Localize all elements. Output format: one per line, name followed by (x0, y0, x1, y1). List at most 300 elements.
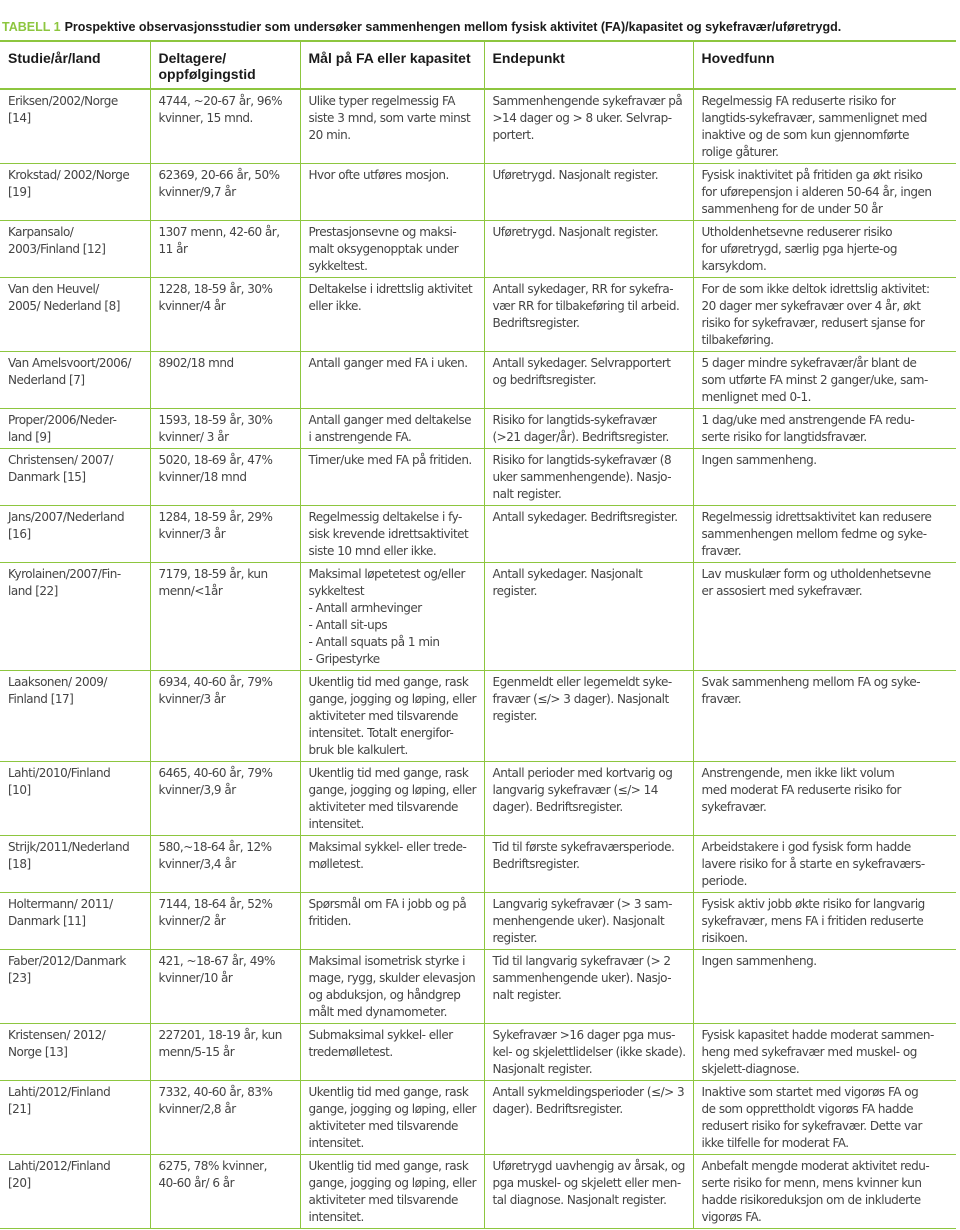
cell-line: Ukentlig tid med gange, rask (308, 1159, 469, 1173)
cell-line: Ukentlig tid med gange, rask (308, 675, 469, 689)
cell-participants (150, 1155, 300, 1229)
cell-line: sisk krevende idrettsaktivitet (308, 527, 469, 541)
cell-line: land [9] (8, 430, 51, 444)
cell-line: pga muskel- og skjelett eller men- (492, 1176, 681, 1190)
cell-measure (300, 950, 484, 1024)
cell-measure (300, 164, 484, 221)
cell-line: for uføretrygd, særlig pga hjerte-og (701, 242, 897, 256)
cell-endpoint (484, 278, 693, 352)
cell-line: Finland [17] (8, 692, 74, 706)
cell-endpoint (484, 89, 693, 164)
cell-line: Regelmessig deltakelse i fy- (308, 510, 462, 524)
cell-line: Submaksimal sykkel- eller (308, 1028, 453, 1042)
cell-line: aktiviteter med tilsvarende (308, 1119, 458, 1133)
cell-line: heng med sykefravær med muskel- og (701, 1045, 917, 1059)
cell-study (0, 1155, 150, 1229)
cell-line: >14 dager og > 8 uker. Selvrap- (492, 111, 672, 125)
cell-line: Hovedfunn (701, 50, 775, 66)
cell-study (0, 89, 150, 164)
cell-line: og abduksjon, og håndgrep (308, 988, 461, 1002)
cell-line: 6275, 78% kvinner, (158, 1159, 267, 1173)
cell-line: Inaktive som startet med vigorøs FA og (701, 1085, 919, 1099)
table-row (0, 950, 956, 1024)
cell-participants (150, 278, 300, 352)
cell-line: Van den Heuvel/ (8, 282, 99, 296)
cell-line: sammenheng for de under 50 år (701, 202, 883, 216)
cell-line: Faber/2012/Danmark (8, 954, 126, 968)
cell-line: Ukentlig tid med gange, rask (308, 766, 469, 780)
cell-line: Krokstad/ 2002/Norge (8, 168, 130, 182)
table-row (0, 836, 956, 893)
column-header-study (0, 41, 150, 89)
cell-line: Danmark [15] (8, 470, 86, 484)
table-row (0, 221, 956, 278)
cell-line: Nasjonalt register. (492, 1062, 593, 1076)
cell-finding (693, 671, 956, 762)
cell-line: karsykdom. (701, 259, 767, 273)
table-row (0, 449, 956, 506)
cell-line: 6934, 40-60 år, 79% (158, 675, 273, 689)
cell-line: tredemølletest. (308, 1045, 393, 1059)
cell-line: 2003/Finland [12] (8, 242, 106, 256)
cell-participants (150, 221, 300, 278)
cell-study (0, 563, 150, 671)
cell-endpoint (484, 352, 693, 409)
cell-line: menn/5-15 år (158, 1045, 235, 1059)
cell-line: ikke tilfelle for moderat FA. (701, 1136, 849, 1150)
cell-line: intensitet. (308, 1210, 364, 1224)
cell-participants (150, 352, 300, 409)
cell-line: Antall ganger med FA i uken. (308, 356, 468, 370)
cell-line: register. (492, 584, 537, 598)
cell-line: for uførepensjon i alderen 50-64 år, ingen (701, 185, 932, 199)
cell-measure (300, 1081, 484, 1155)
cell-line: - Antall sit-ups (308, 618, 388, 632)
cell-line: gange, jogging og løping, eller (308, 1102, 477, 1116)
cell-line: mølletest. (308, 857, 364, 871)
cell-line: [23] (8, 971, 31, 985)
cell-line: Regelmessig idrettsaktivitet kan redusere (701, 510, 932, 524)
cell-line: Mål på FA eller kapasitet (308, 50, 471, 66)
cell-line: siste 3 mnd, som varte minst (308, 111, 471, 125)
cell-line: portert. (492, 128, 534, 142)
table-row (0, 1081, 956, 1155)
cell-line: [19] (8, 185, 31, 199)
cell-line: Prestasjonsevne og maksi- (308, 225, 457, 239)
cell-study (0, 409, 150, 449)
cell-line: menhengende uker). Nasjonalt (492, 914, 665, 928)
cell-line: serte risiko for langtidsfravær. (701, 430, 867, 444)
cell-line: 421, ~18-67 år, 49% (158, 954, 275, 968)
cell-finding (693, 836, 956, 893)
cell-measure (300, 352, 484, 409)
cell-line: periode. (701, 874, 747, 888)
cell-participants (150, 89, 300, 164)
table-row (0, 563, 956, 671)
cell-study (0, 1081, 150, 1155)
cell-line: med moderat FA reduserte risiko for (701, 783, 901, 797)
cell-line: aktiviteter med tilsvarende (308, 709, 458, 723)
cell-line: intensitet. Totalt energifor- (308, 726, 454, 740)
cell-line: målt med dynamometer. (308, 1005, 447, 1019)
cell-line: Lahti/2012/Finland (8, 1085, 111, 1099)
cell-line: nalt register. (492, 988, 562, 1002)
cell-line: dager). Bedriftsregister. (492, 800, 623, 814)
cell-line: 5020, 18-69 år, 47% (158, 453, 273, 467)
table-body (0, 89, 956, 1229)
cell-line: Van Amelsvoort/2006/ (8, 356, 131, 370)
cell-finding (693, 1024, 956, 1081)
cell-line: risiko for sykefravær, redusert sjanse for (701, 316, 925, 330)
cell-line: kvinner/4 år (158, 299, 226, 313)
cell-line: Antall sykedager, RR for sykefra- (492, 282, 674, 296)
cell-line: fravær (≤/> 3 dager). Nasjonalt (492, 692, 669, 706)
cell-finding (693, 89, 956, 164)
cell-line: sykefravær, mens FA i fritiden reduserte (701, 914, 924, 928)
cell-line: Antall sykedager. Selvrapportert (492, 356, 671, 370)
cell-line: Christensen/ 2007/ (8, 453, 113, 467)
cell-line: Tid til første sykefraværsperiode. (492, 840, 675, 854)
cell-line: [18] (8, 857, 31, 871)
cell-endpoint (484, 762, 693, 836)
cell-participants (150, 449, 300, 506)
cell-line: lavere risiko for å starte en sykefraværs- (701, 857, 925, 871)
cell-line: sammenhengen mellom fedme og syke- (701, 527, 927, 541)
cell-line: dager). Bedriftsregister. (492, 1102, 623, 1116)
cell-study (0, 164, 150, 221)
cell-endpoint (484, 449, 693, 506)
cell-line: 1 dag/uke med anstrengende FA redu- (701, 413, 915, 427)
cell-line: Kristensen/ 2012/ (8, 1028, 106, 1042)
cell-line: langvarig sykefravær (≤/> 14 (492, 783, 658, 797)
cell-line: Endepunkt (492, 50, 565, 66)
cell-line: 7144, 18-64 år, 52% (158, 897, 273, 911)
cell-line: de som opprettholdt vigorøs FA hadde (701, 1102, 914, 1116)
cell-endpoint (484, 221, 693, 278)
cell-line: fravær. (701, 544, 742, 558)
cell-participants (150, 1024, 300, 1081)
cell-line: Sammenhengende sykefravær på (492, 94, 683, 108)
cell-line: aktiviteter med tilsvarende (308, 800, 458, 814)
cell-line: sykkeltest. (308, 259, 368, 273)
cell-line: - Gripestyrke (308, 652, 380, 666)
cell-line: 1228, 18-59 år, 30% (158, 282, 273, 296)
cell-line: vær RR for tilbakeføring til arbeid. (492, 299, 680, 313)
cell-line: Jans/2007/Nederland (8, 510, 125, 524)
cell-endpoint (484, 506, 693, 563)
cell-endpoint (484, 950, 693, 1024)
cell-line: Ulike typer regelmessig FA (308, 94, 455, 108)
cell-line: Lahti/2012/Finland (8, 1159, 111, 1173)
cell-line: [14] (8, 111, 31, 125)
cell-endpoint (484, 1081, 693, 1155)
cell-line: - Antall armhevinger (308, 601, 422, 615)
cell-participants (150, 409, 300, 449)
cell-line: Danmark [11] (8, 914, 86, 928)
cell-line: Sykefravær >16 dager pga mus- (492, 1028, 675, 1042)
cell-line: 580,~18-64 år, 12% (158, 840, 272, 854)
cell-endpoint (484, 1024, 693, 1081)
cell-line: Risiko for langtids-sykefravær (8 (492, 453, 672, 467)
cell-line: risikoen. (701, 931, 748, 945)
cell-line: Utholdenhetsevne reduserer risiko (701, 225, 893, 239)
cell-line: som utførte FA minst 2 ganger/uke, sam- (701, 373, 928, 387)
table-row (0, 164, 956, 221)
cell-line: Fysisk inaktivitet på fritiden ga økt risiko (701, 168, 923, 182)
column-header-measure (300, 41, 484, 89)
cell-line: Studie/år/land (8, 50, 101, 66)
cell-measure (300, 221, 484, 278)
cell-line: - Antall squats på 1 min (308, 635, 440, 649)
table-row (0, 1155, 956, 1229)
cell-line: og bedriftsregister. (492, 373, 597, 387)
header-row (0, 41, 956, 89)
cell-line: Antall sykmeldingsperioder (≤/> 3 (492, 1085, 685, 1099)
cell-line: Timer/uke med FA på fritiden. (308, 453, 472, 467)
cell-line: kvinner/10 år (158, 971, 233, 985)
cell-line: intensitet. (308, 1136, 364, 1150)
cell-participants (150, 671, 300, 762)
cell-participants (150, 950, 300, 1024)
cell-line: Spørsmål om FA i jobb og på (308, 897, 467, 911)
table-title: Prospektive observasjonsstudier som undersøker sammenhengen mellom fysisk aktivitet (FA)/kapasitet og sykefravær/uføretrygd. (64, 20, 842, 34)
cell-line: skjelett-diagnose. (701, 1062, 800, 1076)
cell-line: siste 10 mnd eller ikke. (308, 544, 437, 558)
cell-line: gange, jogging og løping, eller (308, 783, 477, 797)
cell-line: oppfølgingstid (158, 66, 256, 82)
cell-line: Svak sammenheng mellom FA og syke- (701, 675, 921, 689)
cell-line: 7332, 40-60 år, 83% (158, 1085, 273, 1099)
cell-line: 8902/18 mnd (158, 356, 234, 370)
cell-line: kvinner/3 år (158, 527, 226, 541)
cell-endpoint (484, 836, 693, 893)
cell-line: Risiko for langtids-sykefravær (492, 413, 657, 427)
cell-finding (693, 1155, 956, 1229)
column-header-finding (693, 41, 956, 89)
cell-line: Maksimal isometrisk styrke i (308, 954, 465, 968)
cell-line: Ingen sammenheng. (701, 954, 817, 968)
cell-line: 7179, 18-59 år, kun (158, 567, 268, 581)
cell-study (0, 352, 150, 409)
cell-participants (150, 506, 300, 563)
cell-line: Kyrolainen/2007/Fin- (8, 567, 121, 581)
cell-line: redusert risiko for sykefravær. Dette var (701, 1119, 922, 1133)
cell-measure (300, 89, 484, 164)
cell-line: kvinner/18 mnd (158, 470, 247, 484)
cell-measure (300, 671, 484, 762)
cell-line: Uføretrygd. Nasjonalt register. (492, 168, 659, 182)
cell-study (0, 762, 150, 836)
cell-study (0, 1024, 150, 1081)
cell-line: eller ikke. (308, 299, 362, 313)
cell-measure (300, 1155, 484, 1229)
cell-line: 11 år (158, 242, 188, 256)
cell-line: [21] (8, 1102, 31, 1116)
cell-line: Hvor ofte utføres mosjon. (308, 168, 449, 182)
table-row (0, 893, 956, 950)
table-row (0, 506, 956, 563)
cell-line: kvinner, 15 mnd. (158, 111, 253, 125)
cell-line: Maksimal sykkel- eller trede- (308, 840, 467, 854)
cell-finding (693, 893, 956, 950)
cell-line: hadde risikoreduksjon om de inkluderte (701, 1193, 921, 1207)
cell-finding (693, 563, 956, 671)
cell-study (0, 893, 150, 950)
cell-study (0, 221, 150, 278)
cell-line: Fysisk kapasitet hadde moderat sammen- (701, 1028, 934, 1042)
column-header-participants (150, 41, 300, 89)
cell-line: 20 dager mer sykefravær over 4 år, økt (701, 299, 921, 313)
table-header (0, 41, 956, 89)
cell-line: kvinner/9,7 år (158, 185, 236, 199)
cell-line: register. (492, 709, 537, 723)
cell-line: 1284, 18-59 år, 29% (158, 510, 273, 524)
cell-line: Bedriftsregister. (492, 316, 580, 330)
cell-line: 5 dager mindre sykefravær/år blant de (701, 356, 917, 370)
cell-line: sykefravær. (701, 800, 767, 814)
cell-participants (150, 1081, 300, 1155)
cell-line: Norge [13] (8, 1045, 68, 1059)
cell-line: For de som ikke deltok idrettslig aktivitet: (701, 282, 930, 296)
cell-line: Ukentlig tid med gange, rask (308, 1085, 469, 1099)
cell-line: menn/<1år (158, 584, 223, 598)
cell-line: kvinner/2 år (158, 914, 226, 928)
cell-line: fravær. (701, 692, 742, 706)
cell-endpoint (484, 563, 693, 671)
cell-line: Ingen sammenheng. (701, 453, 817, 467)
cell-line: menlignet med 0-1. (701, 390, 811, 404)
cell-line: Nederland [7] (8, 373, 85, 387)
cell-line: er assosiert med sykefravær. (701, 584, 863, 598)
cell-line: Uføretrygd. Nasjonalt register. (492, 225, 659, 239)
cell-line: Maksimal løpetetest og/eller (308, 567, 465, 581)
cell-participants (150, 893, 300, 950)
table-row (0, 671, 956, 762)
cell-line: [10] (8, 783, 31, 797)
table-row (0, 409, 956, 449)
cell-study (0, 950, 150, 1024)
cell-line: malt oksygenopptak under (308, 242, 459, 256)
cell-measure (300, 409, 484, 449)
cell-line: 227201, 18-19 år, kun (158, 1028, 282, 1042)
cell-line: Uføretrygd uavhengig av årsak, og (492, 1159, 685, 1173)
table-row (0, 1024, 956, 1081)
cell-line: land [22] (8, 584, 58, 598)
cell-line: Fysisk aktiv jobb økte risiko for langvarig (701, 897, 925, 911)
cell-line: (>21 dager/år). Bedriftsregister. (492, 430, 669, 444)
cell-line: Anstrengende, men ikke likt volum (701, 766, 895, 780)
cell-line: 40-60 år/ 6 år (158, 1176, 235, 1190)
cell-line: inaktive og de som kun gjennomførte (701, 128, 910, 142)
cell-line: Bedriftsregister. (492, 857, 580, 871)
cell-line: 1593, 18-59 år, 30% (158, 413, 273, 427)
cell-line: 1307 menn, 42-60 år, (158, 225, 280, 239)
cell-line: langtids-sykefravær, sammenlignet med (701, 111, 927, 125)
cell-line: Regelmessig FA reduserte risiko for (701, 94, 896, 108)
cell-study (0, 506, 150, 563)
cell-endpoint (484, 1155, 693, 1229)
cell-line: intensitet. (308, 817, 364, 831)
table-row (0, 278, 956, 352)
table-row (0, 352, 956, 409)
cell-line: Anbefalt mengde moderat aktivitet redu- (701, 1159, 930, 1173)
cell-line: tal diagnose. Nasjonalt register. (492, 1193, 667, 1207)
cell-line: rolige gåturer. (701, 145, 779, 159)
cell-line: sammenhengende uker). Nasjo- (492, 971, 672, 985)
cell-finding (693, 164, 956, 221)
cell-line: gange, jogging og løping, eller (308, 1176, 477, 1190)
cell-line: Eriksen/2002/Norge (8, 94, 118, 108)
cell-line: kvinner/3,4 år (158, 857, 236, 871)
cell-finding (693, 506, 956, 563)
cell-line: kvinner/ 3 år (158, 430, 229, 444)
table-row (0, 762, 956, 836)
table-caption (2, 20, 841, 34)
cell-study (0, 449, 150, 506)
cell-line: kvinner/2,8 år (158, 1102, 236, 1116)
cell-finding (693, 221, 956, 278)
cell-line: nalt register. (492, 487, 562, 501)
cell-participants (150, 836, 300, 893)
cell-finding (693, 1081, 956, 1155)
cell-endpoint (484, 893, 693, 950)
cell-line: register. (492, 931, 537, 945)
cell-line: Deltakelse i idrettslig aktivitet (308, 282, 473, 296)
cell-measure (300, 893, 484, 950)
cell-line: kvinner/3,9 år (158, 783, 236, 797)
cell-endpoint (484, 409, 693, 449)
cell-line: 2005/ Nederland [8] (8, 299, 120, 313)
studies-table (0, 40, 956, 1229)
cell-line: Langvarig sykefravær (> 3 sam- (492, 897, 672, 911)
cell-measure (300, 836, 484, 893)
cell-endpoint (484, 671, 693, 762)
cell-line: tilbakeføring. (701, 333, 774, 347)
cell-line: kvinner/3 år (158, 692, 226, 706)
cell-finding (693, 449, 956, 506)
cell-participants (150, 563, 300, 671)
cell-line: 62369, 20-66 år, 50% (158, 168, 280, 182)
cell-measure (300, 762, 484, 836)
cell-measure (300, 278, 484, 352)
cell-line: Laaksonen/ 2009/ (8, 675, 107, 689)
column-header-endpoint (484, 41, 693, 89)
cell-line: 4744, ~20-67 år, 96% (158, 94, 282, 108)
cell-line: bruk ble kalkulert. (308, 743, 408, 757)
cell-endpoint (484, 164, 693, 221)
cell-line: 20 min. (308, 128, 351, 142)
cell-finding (693, 352, 956, 409)
cell-line: fritiden. (308, 914, 351, 928)
cell-finding (693, 950, 956, 1024)
cell-line: Antall perioder med kortvarig og (492, 766, 673, 780)
cell-line: uker sammenhengende). Nasjo- (492, 470, 672, 484)
table-tag: TABELL 1 (2, 20, 61, 34)
cell-study (0, 836, 150, 893)
cell-measure (300, 506, 484, 563)
cell-line: Karpansalo/ (8, 225, 74, 239)
cell-line: Deltagere/ (158, 50, 227, 66)
cell-line: Egenmeldt eller legemeldt syke- (492, 675, 672, 689)
cell-study (0, 278, 150, 352)
cell-measure (300, 449, 484, 506)
cell-line: Antall sykedager. Nasjonalt (492, 567, 643, 581)
cell-line: Tid til langvarig sykefravær (> 2 (492, 954, 671, 968)
cell-finding (693, 762, 956, 836)
cell-line: vigorøs FA. (701, 1210, 762, 1224)
cell-line: kel- og skjelettlidelser (ikke skade). (492, 1045, 686, 1059)
cell-finding (693, 409, 956, 449)
